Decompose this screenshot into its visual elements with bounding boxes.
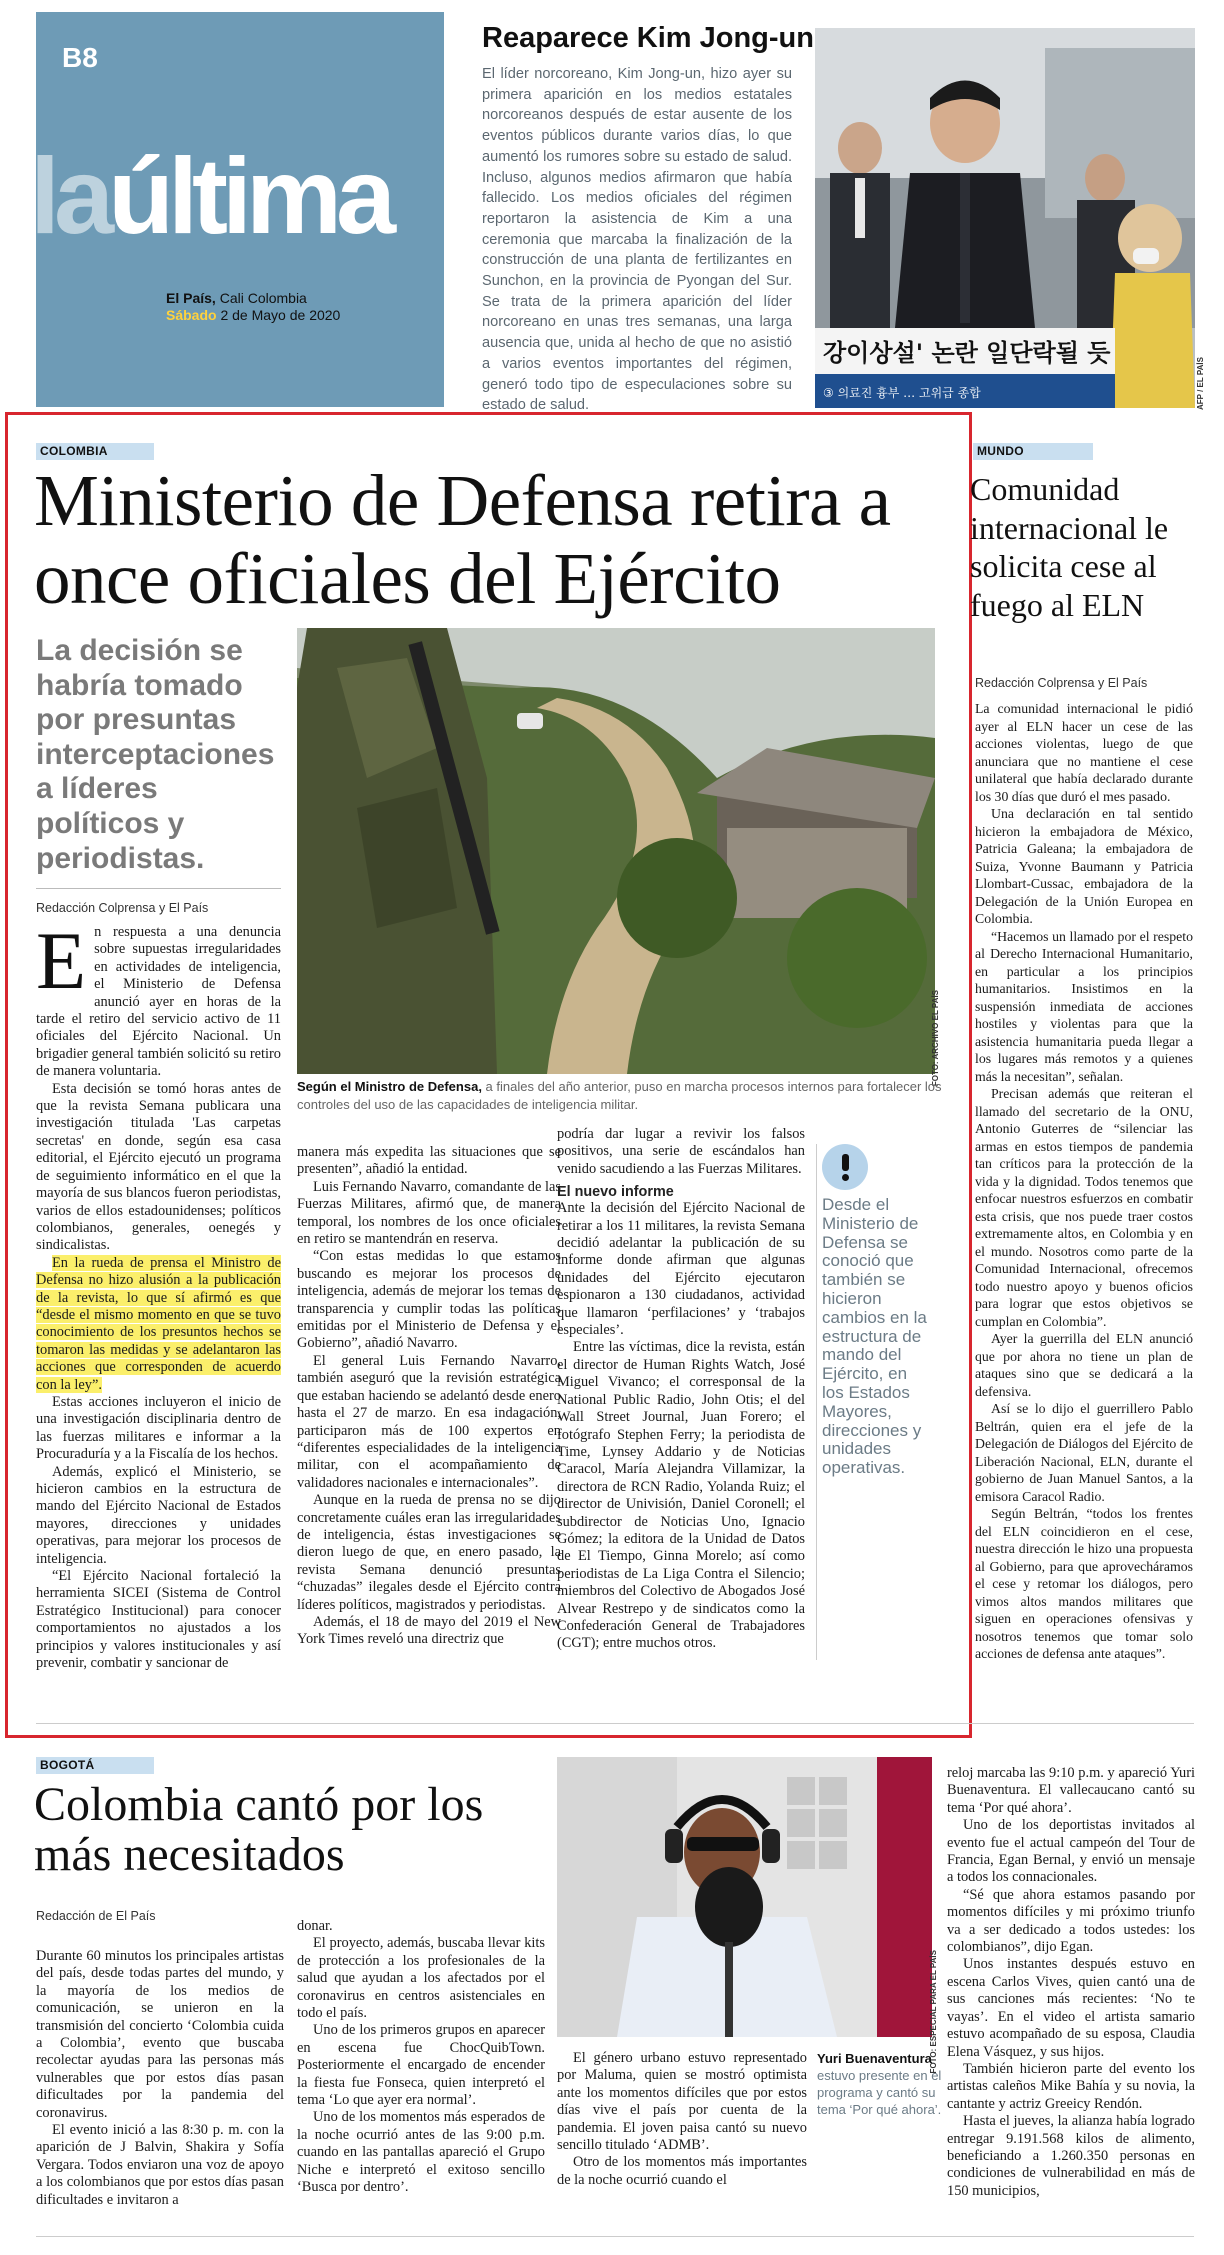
paragraph: “Hacemos un llamado por el respeto al Derecho Internacional Humanitario, en particular a los principios humanitarios. Insistimos en la suspensión inmediata de acciones hostiles y violentas para que la asistencia humanitaria pueda llegar a los lugares más remotos y a quienes más la necesitan”, señalan. (975, 928, 1193, 1084)
bottom-divider (36, 2236, 1194, 2237)
paragraph: Entre las víctimas, dice la revista, están el director de Human Rights Watch, José Miguel Vivanco; el corresponsal de la National Public Radio, John Otis; el del Wall Street Journal, Juan Forero; el fotógrafo Stephen Ferry; la periodista de Time, Lynsey Addario y de Noticias Caracol, María Alejandra Villamizar, la directora de RCN Radio, Yolanda Ruiz; el director de Univisión, Daniel Coronell; el subdirector de Noticias Uno, Ignacio Gómez; la editora de la Unidad de Datos de El Tiempo, Ginna Morelo; así como periodistas de La Liga Contra el Silencio; miembros del Colectivo de Abogados José Alvear Restrepo y de sindicatos como la Confederación General de Trabajadores (CGT); entre muchos otros. (557, 1339, 805, 1652)
paragraph: reloj marcaba las 9:10 p.m. y apareció Yuri Buenaventura. El vallecaucano cantó su tema ‘Por qué ahora’. (947, 1765, 1195, 1816)
subtitle-divider (36, 888, 281, 889)
concert-photo-credit: FOTO: ESPECIAL PARA EL PAÍS (929, 1950, 938, 2074)
section-tag-bogota: BOGOTÁ (36, 1757, 154, 1774)
paragraph: Uno de los momentos más esperados de la noche ocurrió antes de las 9:00 p.m. cuando en las pantallas apareció el Grupo Niche e interpretó el exitoso sencillo ‘Busca por dentro’. (297, 2109, 545, 2196)
caption-text: estuvo presente en el programa y cantó su tema ‘Por qué ahora’. (817, 2068, 942, 2117)
paragraph: donar. (297, 1918, 333, 1934)
eln-headline: Comunidad internacional le solicita cese al fuego al ELN (970, 471, 1169, 623)
paragraph: Ante la decisión del Ejército Nacional de retirar a los 11 militares, la revista Semana decidió adelantar la publicación de su informe donde afirman que algunas unidades del Ejército ejecutaron espionaron a 130 ciudadanos, actividad que llamaron ‘perfilaciones’ y ‘trabajos especiales’. (557, 1200, 805, 1339)
caption-name: Yuri Buenaventura (817, 2051, 932, 2066)
main-photo-caption (297, 1078, 947, 1113)
tv-banner-text: 강이상설' 논란 일단락될 듯 (823, 339, 1111, 367)
highlighted-paragraph (36, 1255, 281, 1394)
paragraph: “Con estas medidas lo que estamos buscando es mejorar los procesos de inteligencia, además de mejorar los temas de transparencia y cumplir todas las políticas emitidas por el Ministerio de Defensa y el Gobierno”, añadió Navarro. (297, 1248, 561, 1352)
concert-column-2 (297, 1918, 545, 2197)
paragraph: El evento inició a las 8:30 p. m. con la aparición de J Balvin, Shakira y Sofía Vergara. Todos enviaron una voz de apoyo a los colombianos que por estos días pasan dificultades e invitaron a (36, 2122, 284, 2208)
pull-quote-divider (816, 1144, 817, 1660)
logo-la: la (30, 135, 109, 256)
caption-lead: Según el Ministro de Defensa, (297, 1079, 482, 1094)
exclamation-icon (822, 1144, 868, 1190)
tv-ticker-text: ③ 의료진 흉부 … 고위급 종합 (823, 386, 981, 400)
concert-column-1 (36, 1948, 284, 2209)
kim-jong-un-photo (815, 28, 1195, 408)
eln-body (975, 700, 1193, 1663)
paragraph: Además, explicó el Ministerio, se hicieron cambios en la estructura de mando del Ejército Nacional de Estados mayores, direcciones y unidades operativas, para mejorar los procesos de inteligencia. (36, 1463, 281, 1567)
paragraph: Otro de los momentos más importantes de la noche ocurrió cuando el (557, 2154, 807, 2188)
masthead-block (30, 12, 444, 407)
section-tag-colombia: COLOMBIA (36, 443, 154, 460)
concert-headline: Colombia cantó por los más necesitados (34, 1778, 484, 1881)
concert-column-3 (557, 2050, 807, 2189)
newspaper-section-logo (30, 135, 391, 256)
paragraph: El general Luis Fernando Navarro, también aseguró que la revisión estratégica que estaban haciendo se adelantó desde enero hasta el 27 de marzo. En esa indagación, participaron más de 100 expertos en “diferentes especialidades de la inteligencia militar, con el acompañamiento de validadores nacionales e internacionales”. (297, 1352, 561, 1491)
main-subtitle: La decisión se habría tomado por presuntas interceptaciones a líderes políticos y periodistas. (36, 634, 275, 875)
concert-column-4 (947, 1765, 1195, 2200)
paragraph: La comunidad internacional le pidió ayer al ELN hacer un cese de las acciones violentas, luego de que anunciara que no mantiene el cese unilateral que había declarado durante los 30 días que duró el mes pasado. (975, 701, 1193, 804)
paragraph: Además, el 18 de mayo del 2019 el New York Times reveló una directriz que (297, 1613, 561, 1648)
logo-ultima: última (108, 135, 391, 256)
lead-paragraph: En respuesta a una denuncia sobre supuestas irregularidades en actividades de inteligencia, el Ministerio de Defensa anunció ayer en horas de la tarde el retiro del servicio activo de 11 oficiales del Ejército Nacional. Un brigadier general también solicitó su retiro de manera voluntaria. (36, 915, 281, 1080)
section-divider (36, 1723, 1194, 1724)
paragraph: Uno de los deportistas invitados al evento fue el actual campeón del Tour de Francia, Egan Bernal, y envió un mensaje a todos los connacionales. (947, 1817, 1195, 1886)
paragraph: El género urbano estuvo representado por Maluma, quien se mostró optimista ante los momentos difíciles que por estos días vive el país por cuenta de la pandemia. El joven paisa cantó su nuevo sencillo titulado ‘ADMB’. (557, 2050, 807, 2154)
caption-text: a finales del año anterior, puso en marcha procesos internos para fortalecer los controles del uso de las capacidades de inteligencia militar. (297, 1079, 942, 1112)
paper-name: El País, (166, 290, 216, 306)
concert-photo-caption (817, 2050, 942, 2118)
main-photo-credit: FOTO: ARCHIVO EL PAÍS (931, 990, 940, 1087)
paragraph: Durante 60 minutos los principales artistas del país, desde todas partes del mundo, y la mayoría de los medios de comunicación, se unieron en la transmisión del concierto ‘Colombia cuida a Colombia’, evento que buscaba recolectar ayudas para las personas más vulnerables que por estos días pasan dificultades por la pandemia del coronavirus. (36, 1948, 284, 2121)
paragraph: “El Ejército Nacional fortaleció la herramienta SICEI (Sistema de Control Estratégico Institucional) para conocer comportamientos no ajustados a los principios y valores institucionales y así prevenir, combatir y sancionar de (36, 1568, 281, 1672)
subheading: El nuevo informe (557, 1184, 674, 1201)
publication-day: Sábado (166, 307, 217, 323)
kim-body: El líder norcoreano, Kim Jong-un, hizo ayer su primera aparición en los medios estatales norcoreanos después de estar ausente de los eventos públicos durante varios días, lo que aumentó los rumores sobre su estado de salud. Incluso, algunos medios afirmaron que había fallecido. Los medios oficiales del régimen reportaron la asistencia de Kim a una ceremonia que marcaba la finalización de la construcción de una planta de fertilizantes en Sunchon, en la provincia de Pyongan del Sur. Se trata de la primera aparición del líder norcoreano en unas tres semanas, una larga ausencia que, unida al hecho de que no asistió a varios eventos importantes del régimen, generó todo tipo de especulaciones sobre su estado de salud. (482, 66, 792, 414)
kim-photo-credit: AFP / EL PAÍS (1196, 357, 1205, 410)
paragraph: Luis Fernando Navarro, comandante de las Fuerzas Militares, afirmó que, de manera temporal, los nombres de los once oficiales en retiro se mantendrán en reserva. (297, 1178, 561, 1248)
page-number: B8 (62, 42, 98, 73)
yuri-buenaventura-photo (557, 1757, 932, 2037)
main-column-1 (36, 915, 281, 1672)
paragraph: Hasta el jueves, la alianza había logrado entregar 9.191.568 kilos de alimento, beneficiando a 1.260.350 personas en condiciones de vulnerabilidad en más de 150 municipios, (947, 2113, 1195, 2199)
paragraph: Una declaración en tal sentido hicieron la embajadora de México, Patricia Galeana; la embajadora de Suiza, Yvonne Baumann y Patricia Llombart-Cussac, embajadora de la Delegación de la Unión Europea en Colombia. (975, 806, 1193, 926)
main-column-2 (297, 1144, 561, 1649)
paragraph: Esta decisión se tomó horas antes de que la revista Semana publicara una investigación titulada 'Las carpetas secretas' en donde, según esa casa editorial, el Ejército ejecutó un programa de seguimiento informático en el que la mayoría de sus blancos fueron periodistas, varios de ellos estadounidenses; políticos colombianos, generales, oenegés y sindicalistas. (36, 1080, 281, 1254)
publication-line (166, 290, 436, 324)
paragraph: Así se lo dijo el guerrillero Pablo Beltrán, quien era el jefe de la Delegación de Diálogos del Ejército de Liberación Nacional, ELN, durante el gobierno de Juan Manuel Santos, a la emisora Caracol Radio. (975, 1401, 1193, 1504)
paragraph: Uno de los primeros grupos en aparecer en escena fue ChocQuibTown. Posteriormente el encargado de encender la fiesta fue Fonseca, quien interpretó el tema ‘Lo que ayer era normal’. (297, 2022, 545, 2109)
main-column-3 (557, 1126, 805, 1653)
paragraph: Aunque en la rueda de prensa no se dijo concretamente cuáles eran las irregularidades de inteligencia, éstas investigaciones se dieron luego de que, en enero pasado, la revista Semana denunció presuntas “chuzadas” ilegales desde el Ejército contra líderes políticos, magistrados y periodistas. (297, 1492, 561, 1613)
drop-cap: E (36, 915, 87, 1006)
paragraph: El proyecto, además, buscaba llevar kits de protección a los profesionales de la salud que ayudan a los afectados por el coronavirus en centros asistenciales en todo el país. (297, 1935, 545, 2022)
main-headline: Ministerio de Defensa retira a once oficiales del Ejército (34, 460, 891, 619)
highlighted-text: En la rueda de prensa el Ministro de Defensa no hizo alusión a la publicación de la revista, lo que sí afirmó es que “desde el mismo momento en que se tuvo conocimiento de los presuntos hechos se tomaron las medidas y se adelantaron las acciones que corresponden de acuerdo con la ley”. (36, 1254, 281, 1393)
section-tag-mundo: MUNDO (973, 443, 1093, 460)
soldier-photo (297, 628, 935, 1074)
pull-quote: Desde el Ministerio de Defensa se conoció que también se hicieron cambios en la estructura de mando del Ejército, en los Estados Mayores, direcciones y unidades operativas. (822, 1195, 927, 1478)
publication-date: 2 de Mayo de 2020 (216, 307, 341, 323)
paragraph: Según Beltrán, “todos los frentes del ELN coincidieron en el cese, nuestra dirección le hizo una propuesta al Gobierno, para que aprovecháramos el cese y retomar los diálogos, pero vimos altos mandos militares que siguen en operaciones ofensivas y nosotros tenemos que tomar solo acciones de defensa ante ataques”. (975, 1506, 1193, 1661)
eln-byline: Redacción Colprensa y El País (975, 676, 1148, 690)
paragraph: Estas acciones incluyeron el inicio de una investigación disciplinaria dentro de las fuerzas militares e informar a la Procuraduría y a la Fiscalía de los hechos. (36, 1393, 281, 1463)
paragraph: Ayer la guerrilla del ELN anunció que por ahora no tiene un plan de ataques sino que se dedicará a la defensiva. (975, 1331, 1193, 1399)
city: Cali Colombia (215, 290, 307, 306)
paragraph: “Sé que ahora estamos pasando por momentos difíciles y mi próximo triunfo va a ser dedicado a todos ustedes: los colombianos”, dijo Egan. (947, 1886, 1195, 1956)
concert-byline: Redacción de El País (36, 1909, 156, 1923)
paragraph: También hicieron parte del evento los artistas caleños Mike Bahía y su novia, la cantante y actriz Greeicy Rendón. (947, 2060, 1195, 2112)
paragraph: podría dar lugar a revivir los falsos positivos, una serie de escándalos han venido sacudiendo a las Fuerzas Militares. (557, 1126, 805, 1177)
main-byline: Redacción Colprensa y El País (36, 901, 209, 915)
paragraph: manera más expedita las situaciones que se presenten”, añadió la entidad. (297, 1144, 561, 1178)
paragraph: Precisan además que reiteran el llamado del secretario de la ONU, Antonio Guterres de “silenciar las armas en estos tiempos de pandemia tan críticos para la protección de la vida y la dignidad. Todos tenemos que enfocar nuestros esfuerzos en combatir esta crisis, que nos puede traer costos extremamente altos, en Colombia y en el mundo. Nosotros como parte de la Comunidad Internacional, ofrecemos todo nuestro apoyo y buenos oficios para lograr que estos objetivos se cumplan en Colombia”. (975, 1086, 1193, 1329)
paragraph: Unos instantes después estuvo en escena Carlos Vives, quien cantó una de sus canciones más recientes: ‘No te vayas’. En el video el artista samario estuvo acompañado de su esposa, Claudia Elena Vásquez, y sus hijos. (947, 1956, 1195, 2060)
kim-headline: Reaparece Kim Jong-un (482, 22, 814, 54)
